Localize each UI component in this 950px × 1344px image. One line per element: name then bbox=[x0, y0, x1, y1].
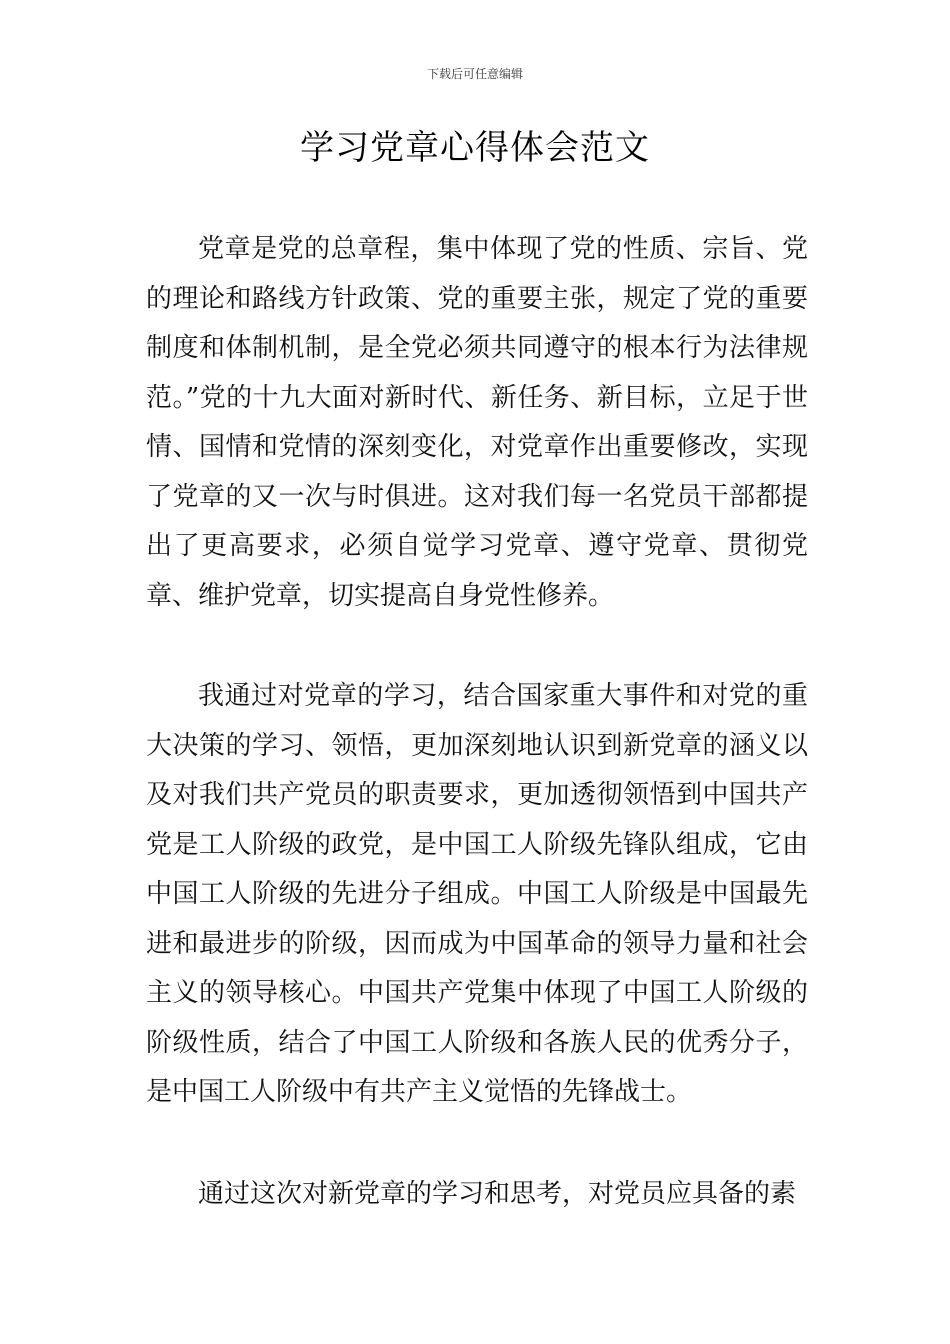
paragraph-2: 我通过对党章的学习，结合国家重大事件和对党的重大决策的学习、领悟，更加深刻地认识到新党章的涵义以及对我们共产党员的职责要求，更加透彻领悟到中国共产党是工人阶级的政党，是中国工人阶级先锋队组成，它由中国工人阶级的先进分子组成。中国工人阶级是中国最先进和最进步的阶级，因而成为中国革命的领导力量和社会主义的领导核心。中国共产党集中体现了中国工人阶级的阶级性质，结合了中国工人阶级和各族人民的优秀分子，是中国工人阶级中有共产主义觉悟的先锋战士。 bbox=[146, 681, 808, 1107]
paragraph-1: 党章是党的总章程，集中体现了党的性质、宗旨、党的理论和路线方针政策、党的重要主张，规定了党的重要制度和体制机制，是全党必须共同遵守的根本行为法律规范。”党的十九大面对新时代、新任务、新目标，立足于世情、国情和党情的深刻变化，对党章作出重要修改，实现了党章的又一次与时俱进。这对我们每一名党员干部都提出了更高要求，必须自觉学习党章、遵守党章、贯彻党章、维护党章，切实提高自身党性修养。 bbox=[146, 234, 808, 611]
document-title: 学习党章心得体会范文 bbox=[300, 128, 650, 168]
paragraph-3: 通过这次对新党章的学习和思考，对党员应具备的素 bbox=[198, 1179, 797, 1209]
header-note: 下载后可任意编辑 bbox=[426, 67, 523, 81]
